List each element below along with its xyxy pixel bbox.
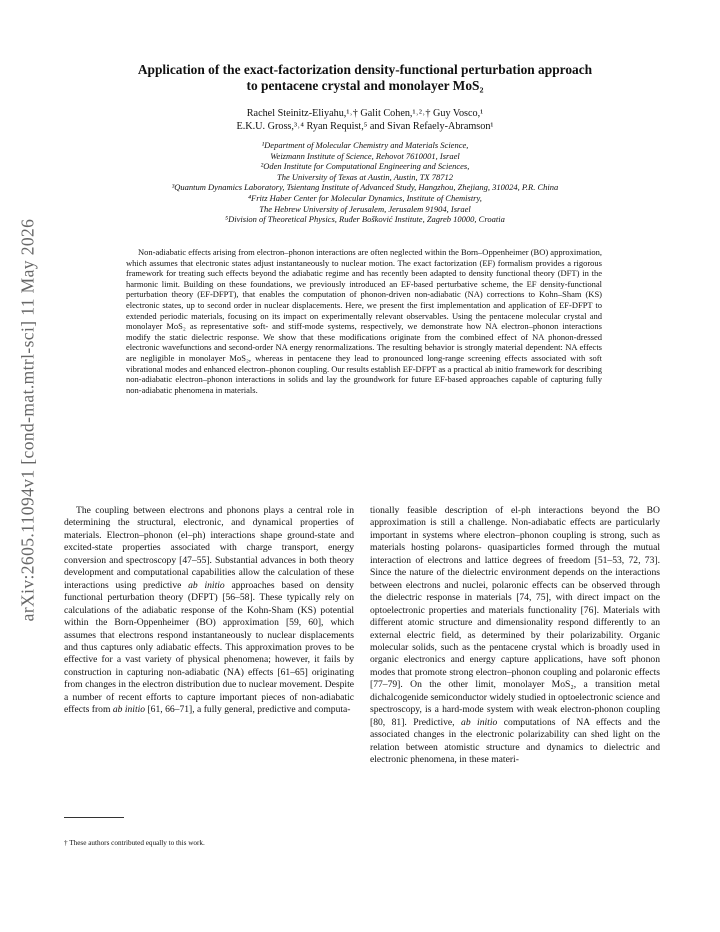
- affiliation-line: ¹Department of Molecular Chemistry and Materials Science,: [261, 140, 469, 150]
- affiliation-line: ⁴Fritz Haber Center for Molecular Dynamics, Institute of Chemistry,: [248, 192, 482, 203]
- footnote: † These authors contributed equally to this work.: [64, 839, 205, 847]
- body-text-italic: ab initio: [112, 704, 146, 716]
- body-text: The coupling between electrons and phonons plays a central role in determining the structural, electronic, and dynamical properties of materials. Electron–phonon (el–ph) interactions shape ground-state and excited-state properties associated with charge transport, energy conversion and spectroscopy [47–55]. Substantial advances in both theory development and computational capabilities allow the calculation of these interactions using predictive: [64, 505, 354, 591]
- abstract: Non-adiabatic effects arising from electron–phonon interactions are often neglected within the Born–Oppenheimer (BO) approximation, which assumes that electronic states adjust instantaneously to nuclear motion. The exact factorization (EF) formalism provides a rigorous framework for treating such effects beyond the adiabatic regime and has recently been adapted to density functional theory (DFT) in the harmonic limit. Building on these foundations, we previously introduced an EF-based perturbative scheme, the EF density-functional perturbation theory (EF-DFPT), that enables the computation of phonon-driven non-adiabatic (NA) corrections to Kohn–Sham (KS) electronic states, up to second order in nuclear displacements. Here, we present the first implementation and application of EF-DFPT to extended periodic materials, focusing on its impact on experimentally relevant observables. Using the pentacene molecular crystal and monolayer MoS₂ as representative soft- and stiff-mode systems, respectively, we demonstrate how NA electron–phonon interactions modify the static dielectric response. We show that these modifications originate from the combined effect of NA phonon-dressed electronic wavefunctions and second-order NA energy renormalizations. The resulting behavior is strongly material dependent: NA effects are negligible in monolayer MoS₂, whereas in pentacene they lead to pronounced long-range screening effects associated with soft vibrational modes and enhanced electron–phonon coupling. Our results establish EF-DFPT as a practical ab initio framework for describing non-adiabatic electron–phonon interactions in solids and lay the groundwork for future EF-based approaches capable of capturing fully non-adiabatic phenomena in materials.: [126, 247, 602, 395]
- body-text: computations of NA effects and the associated changes in the electronic polarizability can shed light on the relation between atomistic structure and dynamics to dielectric and electronic phenomena, in these materi-: [370, 716, 660, 766]
- title-line-1: Application of the exact-factorization density-functional perturbation approach: [137, 62, 593, 77]
- paper-title: [70, 62, 660, 94]
- affiliation-line: Weizmann Institute of Science, Rehovot 7610001, Israel: [270, 150, 460, 161]
- body-text: tionally feasible description of el-ph interactions beyond the BO approximation is still a challenge. Non-adiabatic effects are particularly important in systems where electron–phonon coupling is strong, such as materials hosting polarons- quasiparticles formed through the mutual interaction of electrons and lattice degrees of freedom [51–53, 72, 73]. Since the nature of the dielectric environment depends on the interactions between electrons and nuclei, polaronic effects can be observed through the dielectric response in materials [74, 75], with direct impact on the optoelectronic properties and materials functionality [76]. Materials with different atomic structure and dimensionality respond differently to an external electric field, as determined by their polarizability. Organic molecular solids, such as the pentacene crystal which is broadly used in organic electronics and energy capture applications, have soft phonon modes that promote strong electron–phonon coupling and polaronic effects [77–79]. On the other limit, monolayer MoS₂, a transition metal dichalcogenide semiconductor widely studied in optoelectronic science and spectroscopy, is a hard-mode system with weak electron-phonon coupling [80, 81]. Predictive,: [370, 505, 660, 728]
- footnote-rule: [64, 817, 124, 818]
- body-text-italic: ab initio: [188, 579, 225, 591]
- affiliation-line: ⁵Division of Theoretical Physics, Ruđer Bošković Institute, Zagreb 10000, Croatia: [225, 214, 505, 225]
- author-list: [70, 107, 660, 133]
- arxiv-sidebar: [8, 170, 48, 670]
- author-line-2: E.K.U. Gross,³˒⁴ Ryan Requist,⁵ and Sivan Refaely-Abramson¹: [236, 121, 494, 132]
- body-column-right: [370, 505, 660, 767]
- author-line-1: Rachel Steinitz-Eliyahu,¹˒† Galit Cohen,¹˒²˒† Guy Vosco,¹: [246, 108, 484, 119]
- affiliation-line: ²Oden Institute for Computational Engineering and Sciences,: [260, 161, 470, 172]
- body-column-left: [64, 505, 354, 717]
- affiliation-line: The Hebrew University of Jerusalem, Jerusalem 91904, Israel: [259, 203, 471, 214]
- arxiv-identifier: arXiv:2605.11094v1 [cond-mat.mtrl-sci] 11 May 2026: [17, 218, 38, 622]
- affiliation-line: The University of Texas at Austin, Austin, TX 78712: [277, 171, 453, 182]
- affiliation-line: ³Quantum Dynamics Laboratory, Tsientang Institute of Advanced Study, Hangzhou, Zhejiang, 310024, P.R. China: [171, 182, 559, 193]
- body-text: [61, 66–71], a fully general, predictive and computa-: [145, 704, 351, 716]
- title-line-2: to pentacene crystal and monolayer MoS₂: [246, 78, 484, 93]
- body-text: approaches based on density functional perturbation theory (DFPT) [56–58]. These typically rely on calculations of the adiabatic response of the Kohn-Sham (KS) potential within the Born-Oppenheimer (BO) approximation [59, 60], which assumes that electrons respond instantaneously to nuclear displacements and thus captures only adiabatic effects. This approximation proves to be effective for a vast variety of physical phenomena; however, it fails by construction in capturing non-adiabatic (NA) effects [61–65] originating from changes in the electron distribution due to nuclear movement. Despite a number of recent efforts to capture important pieces of non-adiabatic effects from: [64, 579, 354, 716]
- affiliations: [40, 140, 690, 225]
- body-text-italic: ab initio: [461, 716, 498, 728]
